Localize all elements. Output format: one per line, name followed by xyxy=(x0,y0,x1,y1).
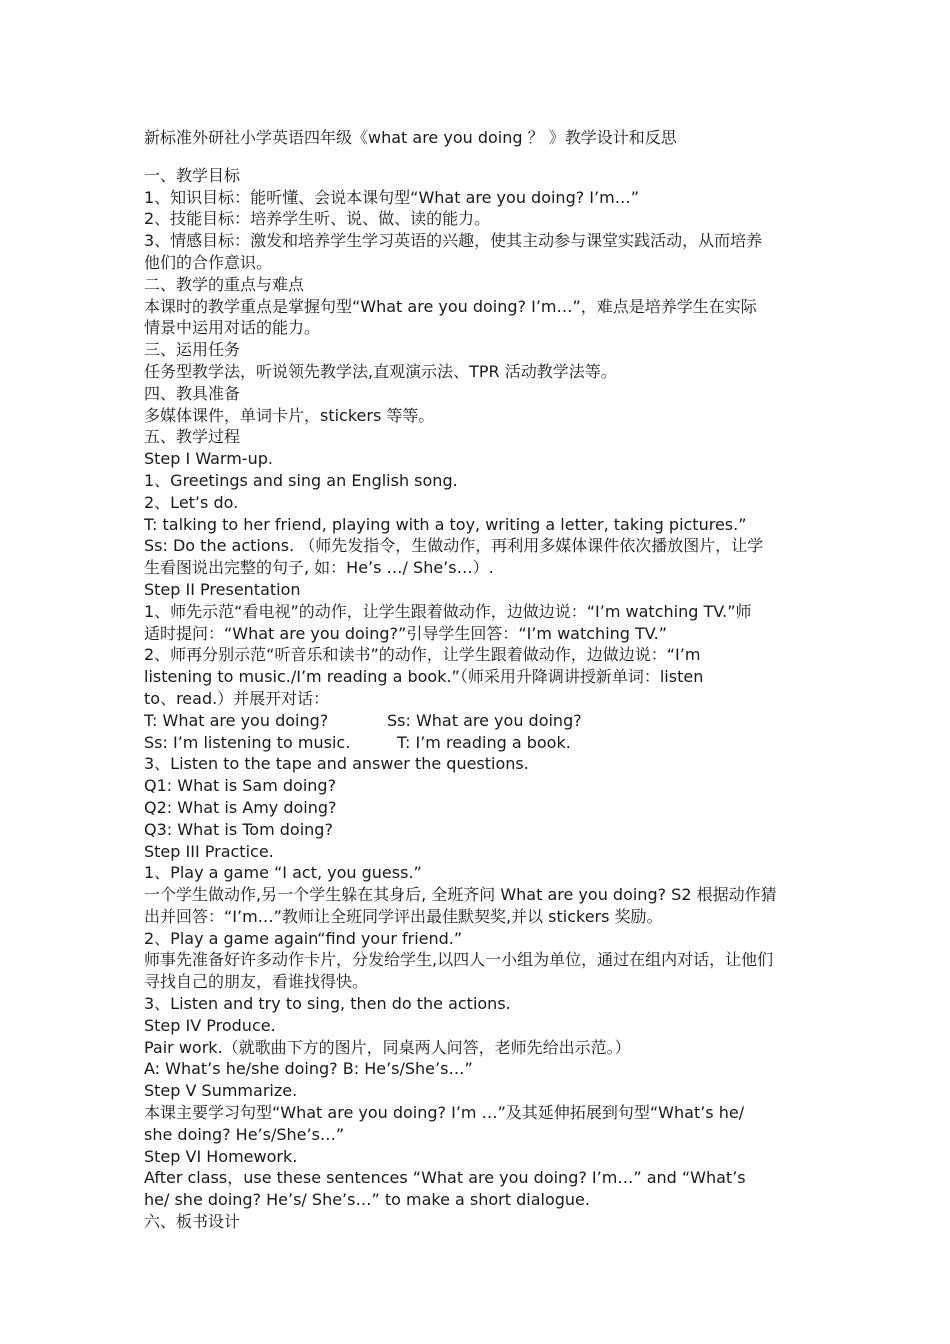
text-line: she doing? He’s/She’s…” xyxy=(144,1124,345,1144)
text-line: 本课主要学习句型“What are you doing? I’m …”及其延伸拓展到句型“What’s he/ xyxy=(144,1103,745,1123)
text-line: Step II Presentation xyxy=(144,579,301,599)
text-line: 四、教具准备 xyxy=(144,383,241,403)
text-line: 三、运用任务 xyxy=(144,340,241,360)
text-line: 2、技能目标：培养学生听、说、做、读的能力。 xyxy=(144,209,491,229)
text-line: 1、师先示范“看电视”的动作，让学生跟着做动作，边做边说：“I’m watching TV.”师 xyxy=(144,601,752,621)
body-text-part-1 xyxy=(144,165,814,710)
text-line: Step III Practice. xyxy=(144,841,274,861)
dialogue-right: T: I’m reading a book. xyxy=(397,732,571,752)
document-page xyxy=(144,127,814,1233)
text-line: 他们的合作意识。 xyxy=(144,252,273,272)
text-line: 寻找自己的朋友，看谁找得快。 xyxy=(144,972,369,992)
text-line: 一、教学目标 xyxy=(144,165,241,185)
text-line: 1、知识目标：能听懂、会说本课句型“What are you doing? I’m…” xyxy=(144,187,639,207)
text-line: 2、Play a game again“find your friend.” xyxy=(144,928,463,948)
text-line: listening to music./I’m reading a book.”（师采用升降调讲授新单词：listen xyxy=(144,667,704,687)
dialogue-left: T: What are you doing? xyxy=(144,710,329,730)
text-line: 出并回答：“I’m…”教师让全班同学评出最佳默契奖,并以 stickers 奖励。 xyxy=(144,906,663,926)
body-text-part-2 xyxy=(144,753,814,1233)
document-title: 新标准外研社小学英语四年级《what are you doing ？ 》教学设计和反思 xyxy=(144,128,677,147)
text-line: 生看图说出完整的句子, 如：He’s …/ She’s…）. xyxy=(144,558,494,578)
text-line: 多媒体课件，单词卡片，stickers 等等。 xyxy=(144,405,435,425)
text-line: to、read.）并展开对话： xyxy=(144,688,330,708)
text-line: 适时提问：“What are you doing?”引导学生回答：“I’m watching TV.” xyxy=(144,623,668,643)
text-line: Step VI Homework. xyxy=(144,1146,298,1166)
text-line: Q1: What is Sam doing? xyxy=(144,776,337,796)
text-line: Step I Warm-up. xyxy=(144,449,273,469)
text-line: he/ she doing? He’s/ She’s…” to make a short dialogue. xyxy=(144,1190,590,1210)
text-line: 3、Listen to the tape and answer the questions. xyxy=(144,754,529,774)
dialogue-right: Ss: What are you doing? xyxy=(387,710,582,730)
text-line: Q2: What is Amy doing? xyxy=(144,797,337,817)
text-line: 1、Greetings and sing an English song. xyxy=(144,470,458,490)
text-line: 3、情感目标：激发和培养学生学习英语的兴趣，使其主动参与课堂实践活动，从而培养 xyxy=(144,231,763,251)
text-line: 2、师再分别示范“听音乐和读书”的动作，让学生跟着做动作，边做边说：“I’m xyxy=(144,645,701,665)
text-line: 师事先准备好许多动作卡片，分发给学生,以四人一小组为单位，通过在组内对话，让他们 xyxy=(144,950,774,970)
text-line: Ss: Do the actions. （师先发指令，生做动作，再利用多媒体课件依次播放图片，让学 xyxy=(144,536,764,556)
text-line: 本课时的教学重点是掌握句型“What are you doing? I’m…”，难点是培养学生在实际 xyxy=(144,296,757,316)
text-line: 1、Play a game “I act, you guess.” xyxy=(144,863,422,883)
text-line: 2、Let’s do. xyxy=(144,492,239,512)
text-line: A: What’s he/she doing? B: He’s/She’s…” xyxy=(144,1059,473,1079)
text-line: 任务型教学法，听说领先教学法,直观演示法、TPR 活动教学法等。 xyxy=(144,361,617,381)
text-line: Pair work.（就歌曲下方的图片，同桌两人问答，老师先给出示范。） xyxy=(144,1037,631,1057)
text-line: 情景中运用对话的能力。 xyxy=(144,318,321,338)
text-line: 一个学生做动作,另一个学生躲在其身后, 全班齐问 What are you doing? S2 根据动作猜 xyxy=(144,885,777,905)
dialogue-row-2 xyxy=(144,732,814,754)
text-line: 3、Listen and try to sing, then do the actions. xyxy=(144,994,511,1014)
text-line: 二、教学的重点与难点 xyxy=(144,274,305,294)
text-line: Q3: What is Tom doing? xyxy=(144,819,333,839)
text-line: 六、板书设计 xyxy=(144,1212,241,1232)
dialogue-left: Ss: I’m listening to music. xyxy=(144,732,351,752)
text-line: Step V Summarize. xyxy=(144,1081,298,1101)
text-line: After class，use these sentences “What are you doing? I’m…” and “What’s xyxy=(144,1168,746,1188)
text-line: T: talking to her friend, playing with a toy, writing a letter, taking pictures.” xyxy=(144,514,747,534)
dialogue-row-1 xyxy=(144,710,814,732)
text-line: Step IV Produce. xyxy=(144,1015,276,1035)
text-line: 五、教学过程 xyxy=(144,427,241,447)
